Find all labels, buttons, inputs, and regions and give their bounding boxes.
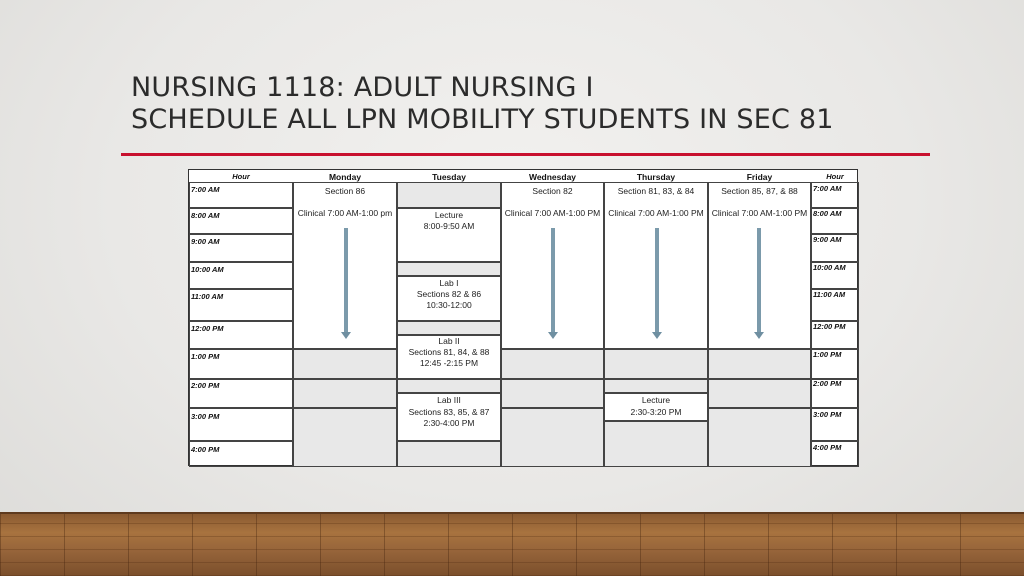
thursday-lecture-time: 2:30-3:20 PM	[630, 407, 682, 417]
monday-empty-cell	[293, 379, 397, 408]
title-divider	[121, 153, 930, 156]
friday-clinical: Clinical 7:00 AM-1:00 PM	[711, 208, 808, 218]
tuesday-lab2-time: 12:45 -2:15 PM	[419, 358, 479, 368]
wednesday-section: Section 82	[532, 186, 573, 196]
hour-label-right: 3:00 PM	[813, 410, 842, 419]
thursday-section: Section 81, 83, & 84	[617, 186, 695, 196]
monday-section: Section 86	[324, 186, 366, 196]
thursday-arrow-head	[652, 332, 662, 339]
tuesday-lab1-title: Lab I	[439, 278, 459, 288]
title-line-1: NURSING 1118: ADULT NURSING I	[131, 72, 594, 103]
friday-empty-cell	[708, 408, 811, 467]
thursday-empty-cell	[604, 349, 708, 379]
tuesday-lab3-title: Lab III	[437, 395, 461, 405]
header-wednesday: Wednesday	[528, 172, 577, 182]
hour-label-right: 8:00 AM	[813, 209, 842, 218]
wednesday-clinical: Clinical 7:00 AM-1:00 PM	[504, 208, 601, 218]
wednesday-empty-cell	[501, 408, 604, 467]
tuesday-lecture-title: Lecture	[434, 210, 464, 220]
hour-label: 10:00 AM	[191, 265, 224, 274]
tuesday-empty-cell	[397, 182, 501, 208]
monday-empty-cell	[293, 349, 397, 379]
hour-label: 8:00 AM	[191, 211, 220, 220]
hour-label: 2:00 PM	[191, 381, 220, 390]
hour-label-right: 10:00 AM	[813, 263, 846, 272]
friday-empty-cell	[708, 349, 811, 379]
wednesday-empty-cell	[501, 379, 604, 408]
hour-label: 4:00 PM	[191, 445, 220, 454]
hour-label-right: 11:00 AM	[813, 290, 846, 299]
tuesday-lab2-title: Lab II	[438, 336, 460, 346]
thursday-empty-cell	[604, 421, 708, 467]
thursday-empty-cell	[604, 379, 708, 393]
tuesday-lab1-sections: Sections 82 & 86	[416, 289, 482, 299]
header-hour-right: Hour	[826, 172, 844, 181]
title-line-2: SCHEDULE ALL LPN MOBILITY STUDENTS IN SEC 81	[131, 104, 834, 135]
schedule-table	[188, 169, 858, 466]
tuesday-lab1-time: 10:30-12:00	[426, 300, 472, 310]
monday-arrow-head	[341, 332, 351, 339]
friday-empty-cell	[708, 379, 811, 408]
friday-arrow-head	[754, 332, 764, 339]
hour-label: 1:00 PM	[191, 352, 220, 361]
hour-label-right: 12:00 PM	[813, 322, 846, 331]
hour-label: 7:00 AM	[191, 185, 220, 194]
friday-section: Section 85, 87, & 88	[721, 186, 798, 196]
hour-label-right: 4:00 PM	[813, 443, 842, 452]
tuesday-lab3-time: 2:30-4:00 PM	[423, 418, 475, 428]
header-tuesday: Tuesday	[432, 172, 466, 182]
hour-label: 11:00 AM	[191, 292, 224, 301]
hour-label-right: 9:00 AM	[813, 235, 842, 244]
wednesday-empty-cell	[501, 349, 604, 379]
tuesday-lecture-time: 8:00-9:50 AM	[423, 221, 475, 231]
thursday-lecture-title: Lecture	[641, 395, 671, 405]
tuesday-empty-cell	[397, 379, 501, 393]
wednesday-arrow	[551, 228, 555, 332]
header-monday: Monday	[328, 172, 362, 182]
slide-title	[131, 72, 834, 136]
hour-label-right: 7:00 AM	[813, 184, 842, 193]
header-friday: Friday	[746, 172, 773, 182]
hour-label: 3:00 PM	[191, 412, 220, 421]
wood-floor-decoration	[0, 514, 1024, 576]
tuesday-lab3-sections: Sections 83, 85, & 87	[408, 407, 490, 417]
hour-label: 9:00 AM	[191, 237, 220, 246]
hour-label-right: 1:00 PM	[813, 350, 842, 359]
friday-arrow	[757, 228, 761, 332]
thursday-arrow	[655, 228, 659, 332]
header-thursday: Thursday	[636, 172, 676, 182]
monday-clinical: Clinical 7:00 AM-1:00 pm	[297, 208, 393, 218]
wednesday-arrow-head	[548, 332, 558, 339]
header-hour: Hour	[232, 172, 250, 181]
tuesday-empty-cell	[397, 441, 501, 467]
tuesday-empty-cell	[397, 321, 501, 335]
hour-label-right: 2:00 PM	[813, 379, 842, 388]
thursday-clinical: Clinical 7:00 AM-1:00 PM	[608, 208, 704, 218]
tuesday-empty-cell	[397, 262, 501, 276]
hour-label: 12:00 PM	[191, 324, 224, 333]
monday-arrow	[344, 228, 348, 332]
monday-empty-cell	[293, 408, 397, 467]
tuesday-lab2-sections: Sections 81, 84, & 88	[408, 347, 490, 357]
